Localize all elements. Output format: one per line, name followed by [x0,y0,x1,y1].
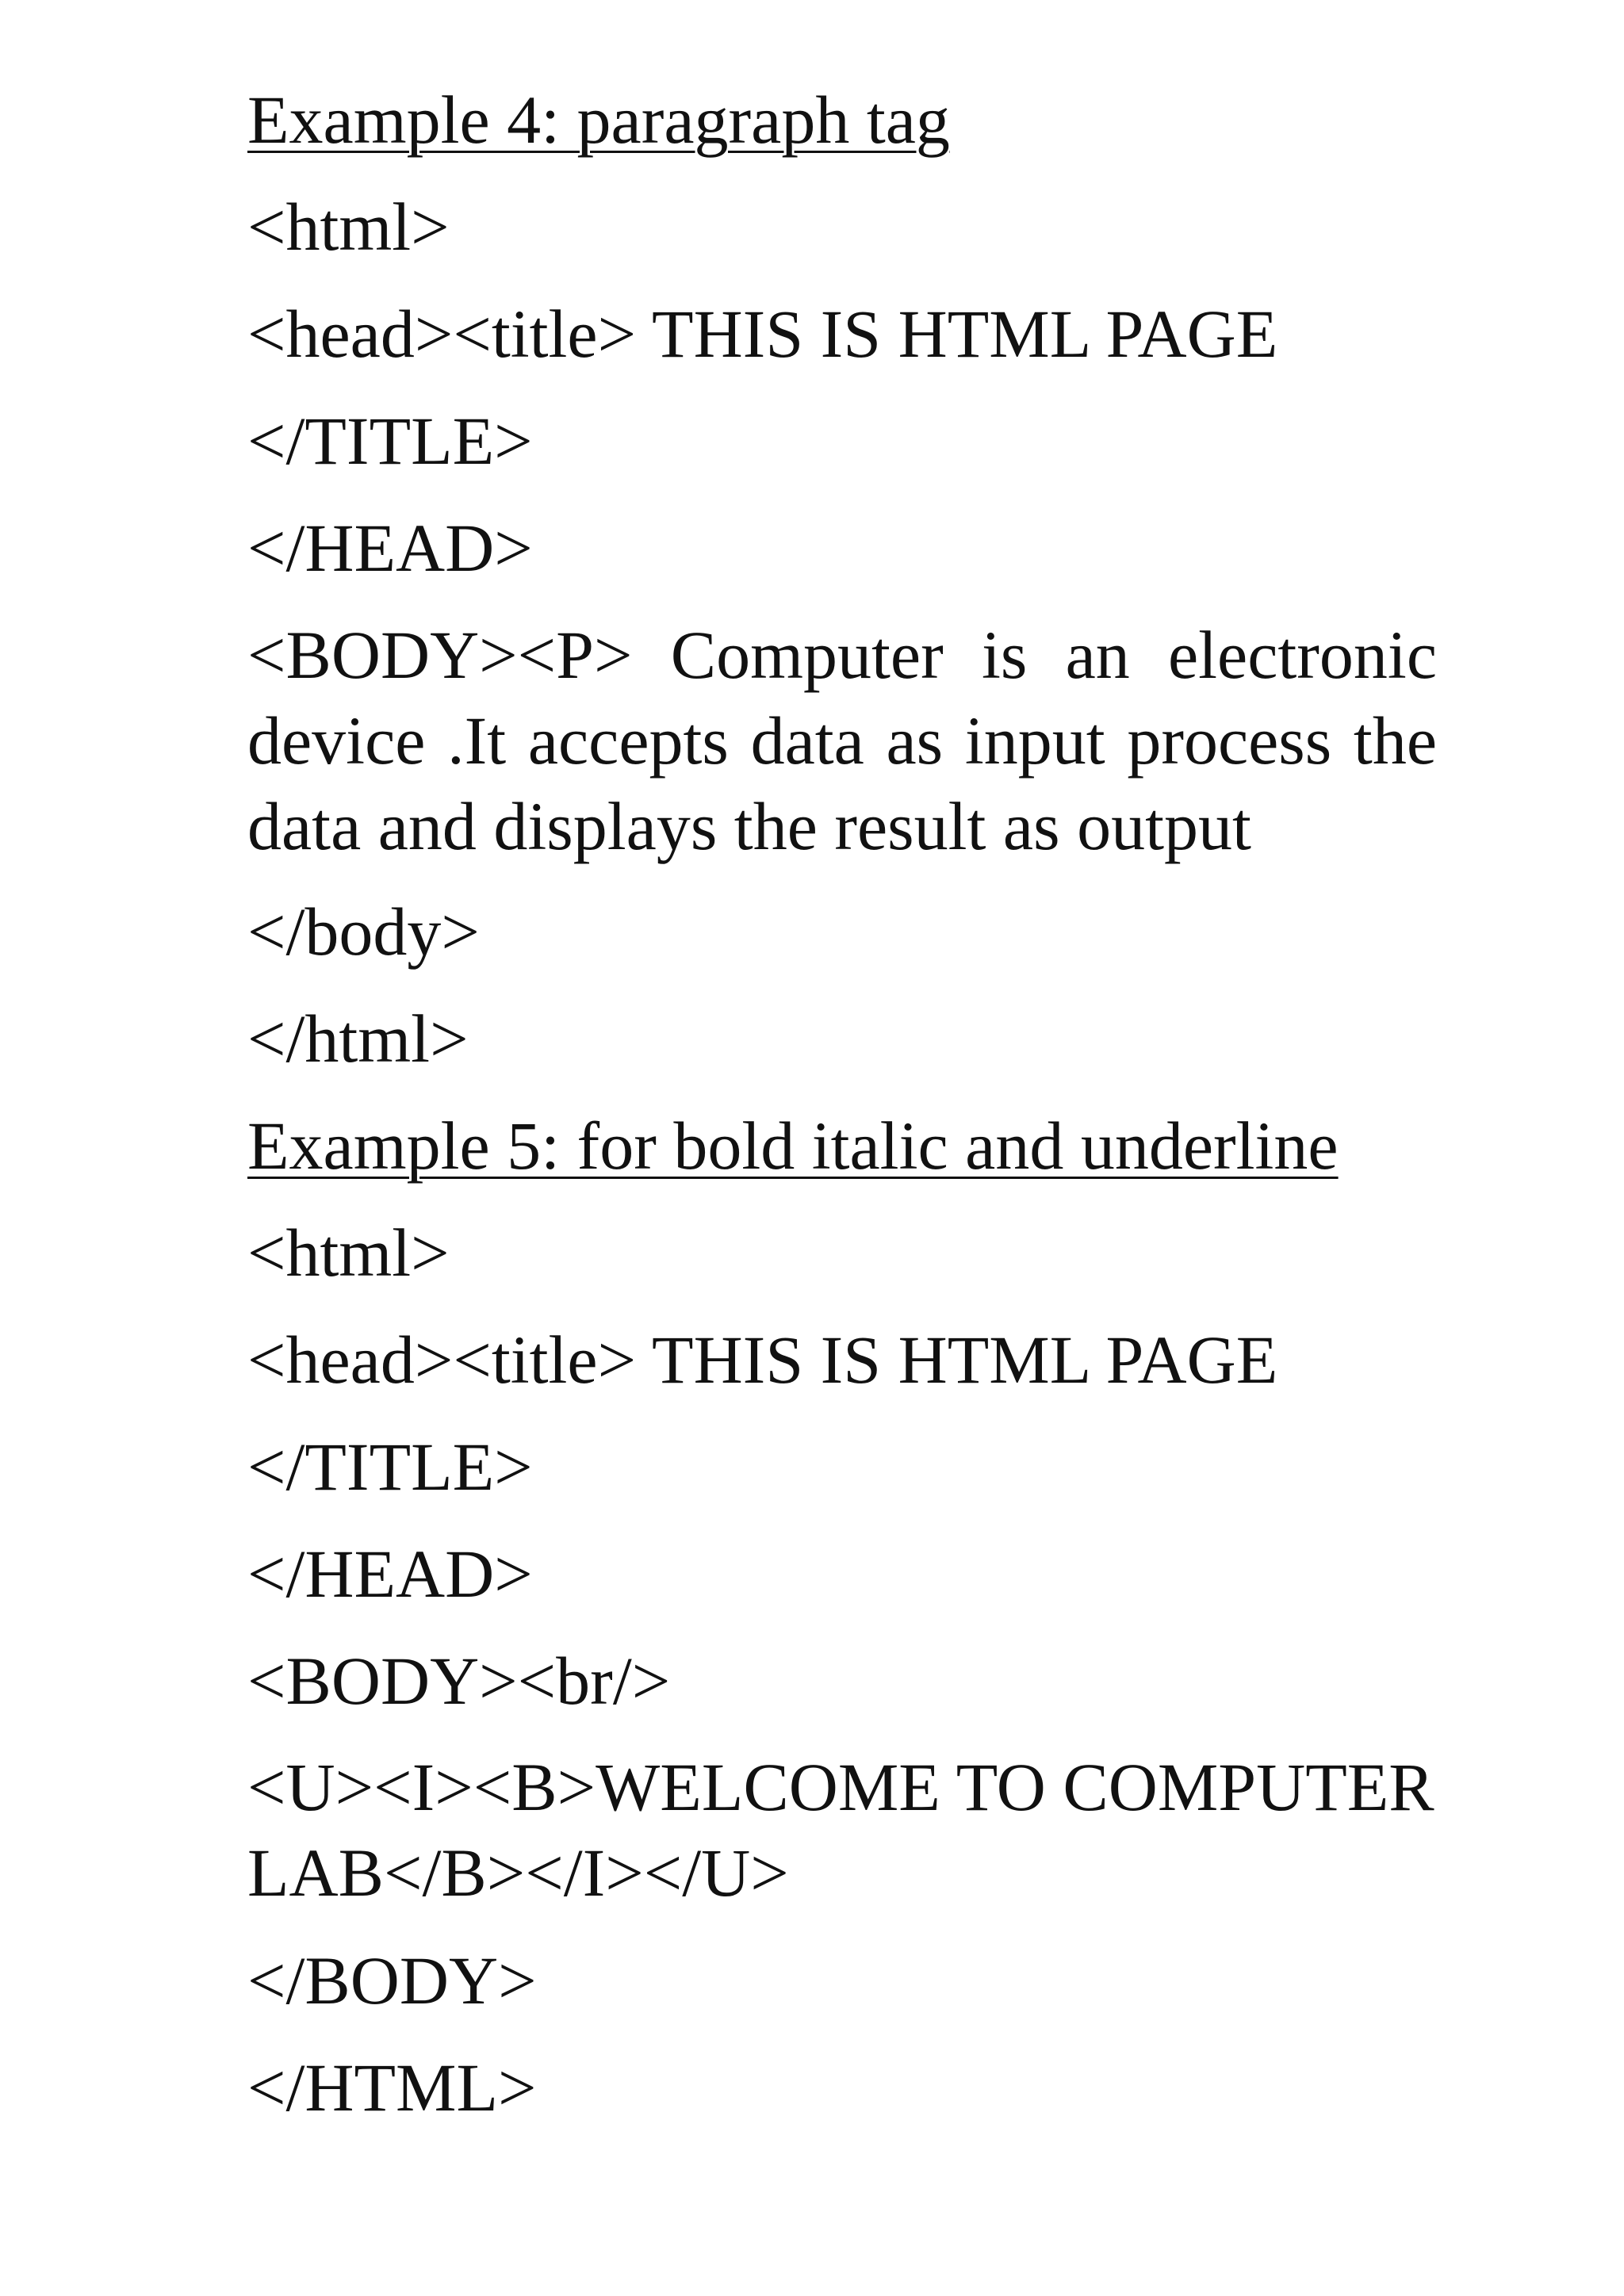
example-5-html-open: <html> [247,1215,450,1291]
example-5-head-title: <head><title> THIS IS HTML PAGE [247,1322,1278,1398]
example-5-body-br: <BODY><br/> [247,1643,671,1719]
example-4-body-paragraph: <BODY><P> Computer is an electronic device .It accepts data as input process the data and displays the result as output [247,617,1437,864]
example-5-title-close: </TITLE> [247,1429,533,1505]
example-4-title-close: </TITLE> [247,403,533,479]
example-5-body-close: </BODY> [247,1942,537,2019]
example-4-html-open: <html> [247,189,450,265]
example-5-heading: Example 5: for bold italic and underline [247,1108,1339,1184]
example-5-head-close: </HEAD> [247,1536,533,1612]
example-4-head-close: </HEAD> [247,510,533,586]
example-5-welcome-line: <U><I><B>WELCOME TO COMPUTER LAB</B></I></U> [247,1749,1434,1911]
example-5-html-close: </HTML> [247,2049,537,2126]
example-4-html-close: </html> [247,1001,469,1077]
example-4-body-close: </body> [247,894,480,970]
example-4-head-title: <head><title> THIS IS HTML PAGE [247,296,1278,372]
example-4-heading: Example 4: paragraph tag [247,82,950,158]
